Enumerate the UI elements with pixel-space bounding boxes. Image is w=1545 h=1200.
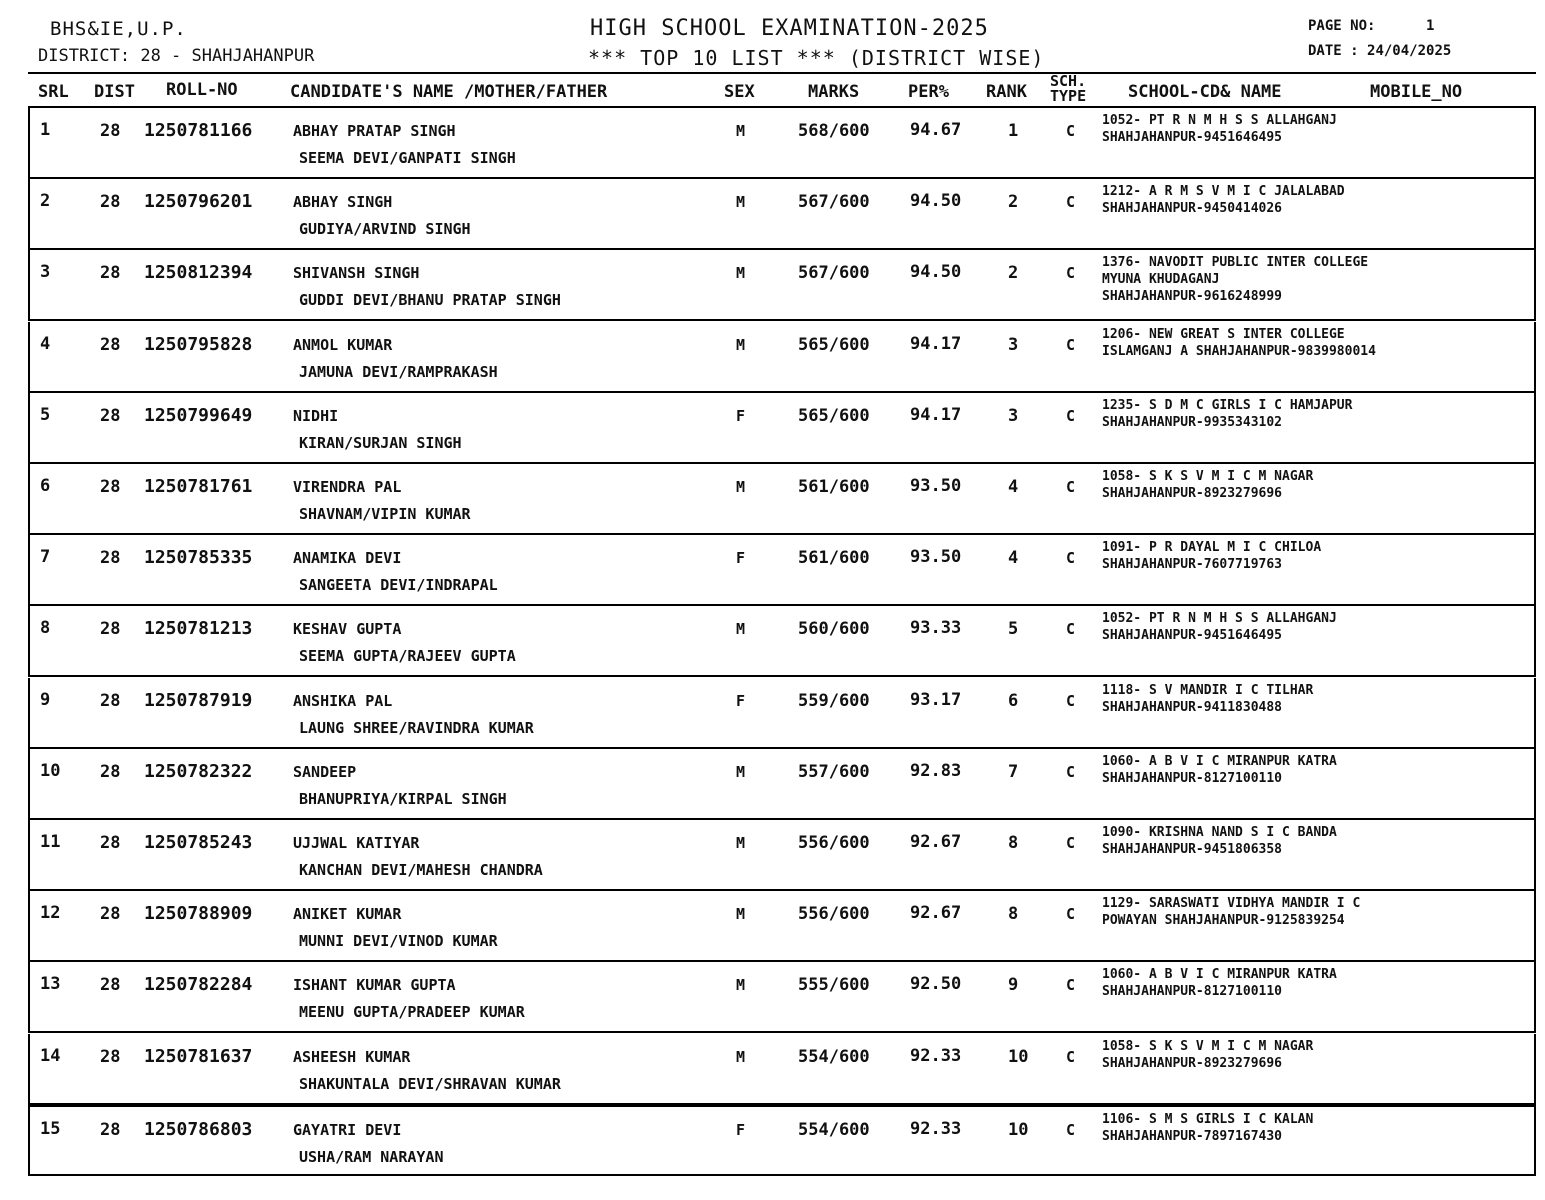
- rank-value: 8: [1008, 833, 1019, 853]
- percentage: 92.67: [910, 832, 962, 852]
- marks-obtained: 561/600: [798, 477, 870, 497]
- parent-names: SHAVNAM/VIPIN KUMAR: [299, 505, 471, 523]
- serial-no: 10: [40, 760, 61, 781]
- percentage: 93.50: [910, 547, 962, 568]
- candidate-sex: F: [736, 549, 746, 568]
- district-code: 28: [100, 833, 121, 853]
- parent-names: LAUNG SHREE/RAVINDRA KUMAR: [299, 718, 534, 737]
- roll-number: 1250799649: [144, 404, 253, 426]
- date-value: 24/04/2025: [1367, 43, 1452, 59]
- serial-no: 7: [40, 547, 51, 568]
- roll-number: 1250781166: [144, 120, 253, 141]
- percentage: 94.67: [910, 120, 962, 140]
- district-code: 28: [100, 1046, 121, 1067]
- marks-obtained: 554/600: [798, 1046, 870, 1067]
- school-type: C: [1066, 762, 1076, 781]
- percentage: 94.17: [910, 333, 962, 354]
- school-type: C: [1066, 620, 1076, 639]
- serial-no: 2: [40, 191, 51, 212]
- serial-no: 3: [40, 262, 51, 283]
- roll-number: 1250785335: [144, 547, 253, 569]
- marks-obtained: 567/600: [798, 192, 870, 213]
- board-name: BHS&IE,U.P.: [50, 18, 187, 40]
- percentage: 93.50: [910, 476, 962, 496]
- candidate-sex: M: [736, 976, 746, 995]
- table-row: [28, 464, 1536, 535]
- district-code: 28: [100, 690, 121, 711]
- percentage: 94.50: [910, 262, 962, 283]
- serial-no: 8: [40, 618, 51, 639]
- school-type: C: [1066, 905, 1076, 924]
- roll-number: 1250782322: [144, 760, 253, 782]
- candidate-sex: M: [736, 478, 746, 496]
- school-details: 1058- S K S V M I C M NAGAR SHAHJAHANPUR-8923279696: [1102, 469, 1314, 501]
- candidate-name: SHIVANSH SINGH: [293, 264, 420, 283]
- district-code: 28: [100, 192, 121, 213]
- parent-names: MUNNI DEVI/VINOD KUMAR: [299, 932, 498, 951]
- candidate-sex: M: [736, 1047, 746, 1066]
- serial-no: 15: [40, 1118, 61, 1139]
- rank-value: 2: [1008, 192, 1019, 213]
- district-code: 28: [100, 904, 121, 925]
- school-type: C: [1066, 193, 1076, 212]
- results-table: [28, 72, 1536, 1184]
- col-school: SCHOOL-CD& NAME: [1128, 82, 1282, 102]
- candidate-sex: M: [736, 834, 746, 852]
- table-row: [28, 322, 1536, 393]
- parent-names: USHA/RAM NARAYAN: [299, 1147, 444, 1166]
- parent-names: KANCHAN DEVI/MAHESH CHANDRA: [299, 861, 543, 879]
- school-type: C: [1066, 691, 1076, 710]
- rank-value: 8: [1008, 904, 1019, 925]
- parent-names: SANGEETA DEVI/INDRAPAL: [299, 576, 498, 595]
- school-type: C: [1066, 834, 1076, 852]
- marks-obtained: 557/600: [798, 761, 870, 782]
- percentage: 92.33: [910, 1045, 962, 1066]
- school-details: 1058- S K S V M I C M NAGAR SHAHJAHANPUR-8923279696: [1102, 1038, 1314, 1071]
- percentage: 94.17: [910, 404, 962, 425]
- school-details: 1376- NAVODIT PUBLIC INTER COLLEGE MYUNA KHUDAGANJ SHAHJAHANPUR-9616248999: [1102, 255, 1369, 305]
- school-details: 1090- KRISHNA NAND S I C BANDA SHAHJAHANPUR-9451806358: [1102, 825, 1337, 857]
- school-type: C: [1066, 406, 1076, 425]
- table-row: [28, 1034, 1536, 1105]
- marks-obtained: 554/600: [798, 1119, 870, 1140]
- table-row: [28, 678, 1536, 749]
- page-number: [1308, 18, 1434, 34]
- candidate-name: ABHAY SINGH: [293, 193, 393, 212]
- table-header: [28, 72, 1536, 108]
- district-code: 28: [100, 548, 121, 569]
- candidate-name: KESHAV GUPTA: [293, 620, 402, 639]
- candidate-sex: M: [736, 762, 746, 781]
- school-details: 1106- S M S GIRLS I C KALAN SHAHJAHANPUR-7897167430: [1102, 1111, 1314, 1144]
- candidate-sex: F: [736, 1120, 746, 1139]
- roll-number: 1250812394: [144, 262, 253, 284]
- candidate-sex: M: [736, 193, 746, 212]
- percentage: 92.50: [910, 974, 962, 995]
- table-row: [28, 820, 1536, 891]
- candidate-sex: M: [736, 335, 746, 354]
- date-label: DATE :: [1308, 43, 1359, 59]
- school-details: 1129- SARASWATI VIDHYA MANDIR I C POWAYAN SHAHJAHANPUR-9125839254: [1102, 896, 1361, 929]
- rank-value: 10: [1008, 1046, 1029, 1067]
- district-code: 28: [100, 477, 121, 497]
- col-dist: DIST: [94, 82, 135, 102]
- col-marks: MARKS: [808, 82, 860, 102]
- roll-number: 1250786803: [144, 1118, 253, 1140]
- serial-no: 12: [40, 903, 61, 924]
- district-code: 28: [100, 975, 121, 996]
- marks-obtained: 565/600: [798, 405, 870, 426]
- school-type: C: [1066, 335, 1076, 354]
- roll-number: 1250795828: [144, 333, 253, 355]
- school-details: 1052- PT R N M H S S ALLAHGANJ SHAHJAHANPUR-9451646495: [1102, 611, 1337, 644]
- serial-no: 11: [40, 832, 61, 852]
- rank-value: 3: [1008, 405, 1019, 426]
- school-details: 1206- NEW GREAT S INTER COLLEGE ISLAMGANJ A SHAHJAHANPUR-9839980014: [1102, 326, 1376, 359]
- candidate-name: ANSHIKA PAL: [293, 691, 393, 710]
- school-details: 1091- P R DAYAL M I C CHILOA SHAHJAHANPUR-7607719763: [1102, 540, 1322, 573]
- parent-names: SEEMA DEVI/GANPATI SINGH: [299, 149, 516, 167]
- exam-title: HIGH SCHOOL EXAMINATION-2025: [590, 16, 989, 41]
- candidate-name: SANDEEP: [293, 762, 357, 781]
- table-row: [28, 108, 1536, 179]
- rank-value: 9: [1008, 975, 1019, 996]
- school-type: C: [1066, 122, 1076, 140]
- col-sch-type: SCH. TYPE: [1050, 72, 1087, 105]
- district-code: 28: [100, 334, 121, 355]
- parent-names: JAMUNA DEVI/RAMPRAKASH: [299, 362, 498, 381]
- school-details: 1235- S D M C GIRLS I C HAMJAPUR SHAHJAHANPUR-9935343102: [1102, 397, 1353, 430]
- candidate-name: VIRENDRA PAL: [293, 478, 402, 496]
- col-per: PER%: [908, 82, 949, 102]
- percentage: 93.17: [910, 689, 962, 710]
- candidate-sex: M: [736, 122, 746, 140]
- candidate-sex: F: [736, 406, 746, 425]
- table-row: [28, 606, 1536, 677]
- col-srl: SRL: [38, 82, 69, 102]
- district-code: 28: [100, 263, 121, 284]
- serial-no: 5: [40, 404, 51, 425]
- percentage: 94.50: [910, 191, 962, 212]
- col-roll: ROLL-NO: [166, 80, 238, 100]
- table-row: [28, 962, 1536, 1033]
- candidate-name: ANMOL KUMAR: [293, 335, 393, 354]
- rank-value: 7: [1008, 761, 1019, 782]
- school-type: C: [1066, 976, 1076, 995]
- list-title: *** TOP 10 LIST *** (DISTRICT WISE): [588, 46, 1045, 70]
- marks-obtained: 568/600: [798, 121, 870, 141]
- roll-number: 1250781761: [144, 476, 253, 497]
- parent-names: KIRAN/SURJAN SINGH: [299, 433, 462, 452]
- col-mobile: MOBILE_NO: [1370, 82, 1463, 102]
- school-details: 1212- A R M S V M I C JALALABAD SHAHJAHANPUR-9450414026: [1102, 184, 1345, 217]
- percentage: 92.83: [910, 760, 962, 781]
- parent-names: SEEMA GUPTA/RAJEEV GUPTA: [299, 647, 516, 666]
- district-code: 28: [100, 405, 121, 426]
- rank-value: 3: [1008, 334, 1019, 355]
- rank-value: 5: [1008, 619, 1019, 640]
- table-row: [28, 749, 1536, 820]
- school-type: C: [1066, 549, 1076, 568]
- roll-number: 1250787919: [144, 689, 253, 711]
- parent-names: GUDDI DEVI/BHANU PRATAP SINGH: [299, 291, 561, 310]
- marks-obtained: 567/600: [798, 263, 870, 284]
- marks-obtained: 560/600: [798, 619, 870, 640]
- candidate-name: GAYATRI DEVI: [293, 1120, 402, 1139]
- district-code: 28: [100, 1119, 121, 1140]
- col-sex: SEX: [724, 82, 755, 102]
- rank-value: 2: [1008, 263, 1019, 284]
- candidate-name: ASHEESH KUMAR: [293, 1047, 411, 1066]
- col-rank: RANK: [986, 82, 1027, 102]
- serial-no: 6: [40, 476, 51, 496]
- marks-obtained: 556/600: [798, 904, 870, 925]
- district-code: 28: [100, 761, 121, 782]
- marks-obtained: 556/600: [798, 833, 870, 853]
- marks-obtained: 561/600: [798, 548, 870, 569]
- table-row: [28, 393, 1536, 464]
- roll-number: 1250785243: [144, 832, 253, 853]
- table-row: [28, 1105, 1536, 1176]
- rank-value: 4: [1008, 548, 1019, 569]
- roll-number: 1250796201: [144, 191, 253, 213]
- col-name: CANDIDATE'S NAME /MOTHER/FATHER: [290, 82, 608, 102]
- percentage: 93.33: [910, 618, 962, 639]
- roll-number: 1250788909: [144, 903, 253, 925]
- district-label: DISTRICT: 28 - SHAHJAHANPUR: [38, 46, 315, 66]
- percentage: 92.67: [910, 903, 962, 924]
- serial-no: 13: [40, 974, 61, 995]
- school-details: 1118- S V MANDIR I C TILHAR SHAHJAHANPUR-9411830488: [1102, 682, 1314, 715]
- parent-names: BHANUPRIYA/KIRPAL SINGH: [299, 789, 507, 808]
- roll-number: 1250781213: [144, 618, 253, 640]
- parent-names: GUDIYA/ARVIND SINGH: [299, 220, 471, 239]
- print-date: [1308, 43, 1451, 59]
- candidate-name: ANIKET KUMAR: [293, 905, 402, 924]
- roll-number: 1250781637: [144, 1045, 253, 1067]
- school-type: C: [1066, 264, 1076, 283]
- serial-no: 4: [40, 333, 51, 354]
- page-label: PAGE NO:: [1308, 18, 1376, 34]
- school-details: 1060- A B V I C MIRANPUR KATRA SHAHJAHANPUR-8127100110: [1102, 753, 1337, 786]
- candidate-name: UJJWAL KATIYAR: [293, 834, 420, 852]
- district-code: 28: [100, 121, 121, 141]
- candidate-name: NIDHI: [293, 406, 339, 425]
- parent-names: MEENU GUPTA/PRADEEP KUMAR: [299, 1003, 525, 1022]
- rank-value: 1: [1008, 121, 1019, 141]
- district-code: 28: [100, 619, 121, 640]
- table-row: [28, 179, 1536, 250]
- table-row: [28, 535, 1536, 606]
- candidate-name: ANAMIKA DEVI: [293, 549, 402, 568]
- roll-number: 1250782284: [144, 974, 253, 996]
- table-row: [28, 891, 1536, 962]
- candidate-sex: F: [736, 691, 746, 710]
- rank-value: 6: [1008, 690, 1019, 711]
- school-type: C: [1066, 1047, 1076, 1066]
- candidate-name: ISHANT KUMAR GUPTA: [293, 976, 456, 995]
- rank-value: 4: [1008, 477, 1019, 497]
- candidate-sex: M: [736, 905, 746, 924]
- marks-obtained: 555/600: [798, 975, 870, 996]
- school-type: C: [1066, 1120, 1076, 1139]
- parent-names: SHAKUNTALA DEVI/SHRAVAN KUMAR: [299, 1074, 561, 1093]
- serial-no: 9: [40, 689, 51, 710]
- serial-no: 14: [40, 1045, 61, 1066]
- school-details: 1052- PT R N M H S S ALLAHGANJ SHAHJAHANPUR-9451646495: [1102, 113, 1337, 145]
- candidate-name: ABHAY PRATAP SINGH: [293, 122, 456, 140]
- school-details: 1060- A B V I C MIRANPUR KATRA SHAHJAHANPUR-8127100110: [1102, 967, 1337, 1000]
- school-type: C: [1066, 478, 1076, 496]
- candidate-sex: M: [736, 620, 746, 639]
- marks-obtained: 565/600: [798, 334, 870, 355]
- serial-no: 1: [40, 120, 51, 140]
- candidate-sex: M: [736, 264, 746, 283]
- percentage: 92.33: [910, 1118, 962, 1139]
- rank-value: 10: [1008, 1119, 1029, 1140]
- page-value: 1: [1426, 18, 1435, 34]
- table-row: [28, 250, 1536, 321]
- marks-obtained: 559/600: [798, 690, 870, 711]
